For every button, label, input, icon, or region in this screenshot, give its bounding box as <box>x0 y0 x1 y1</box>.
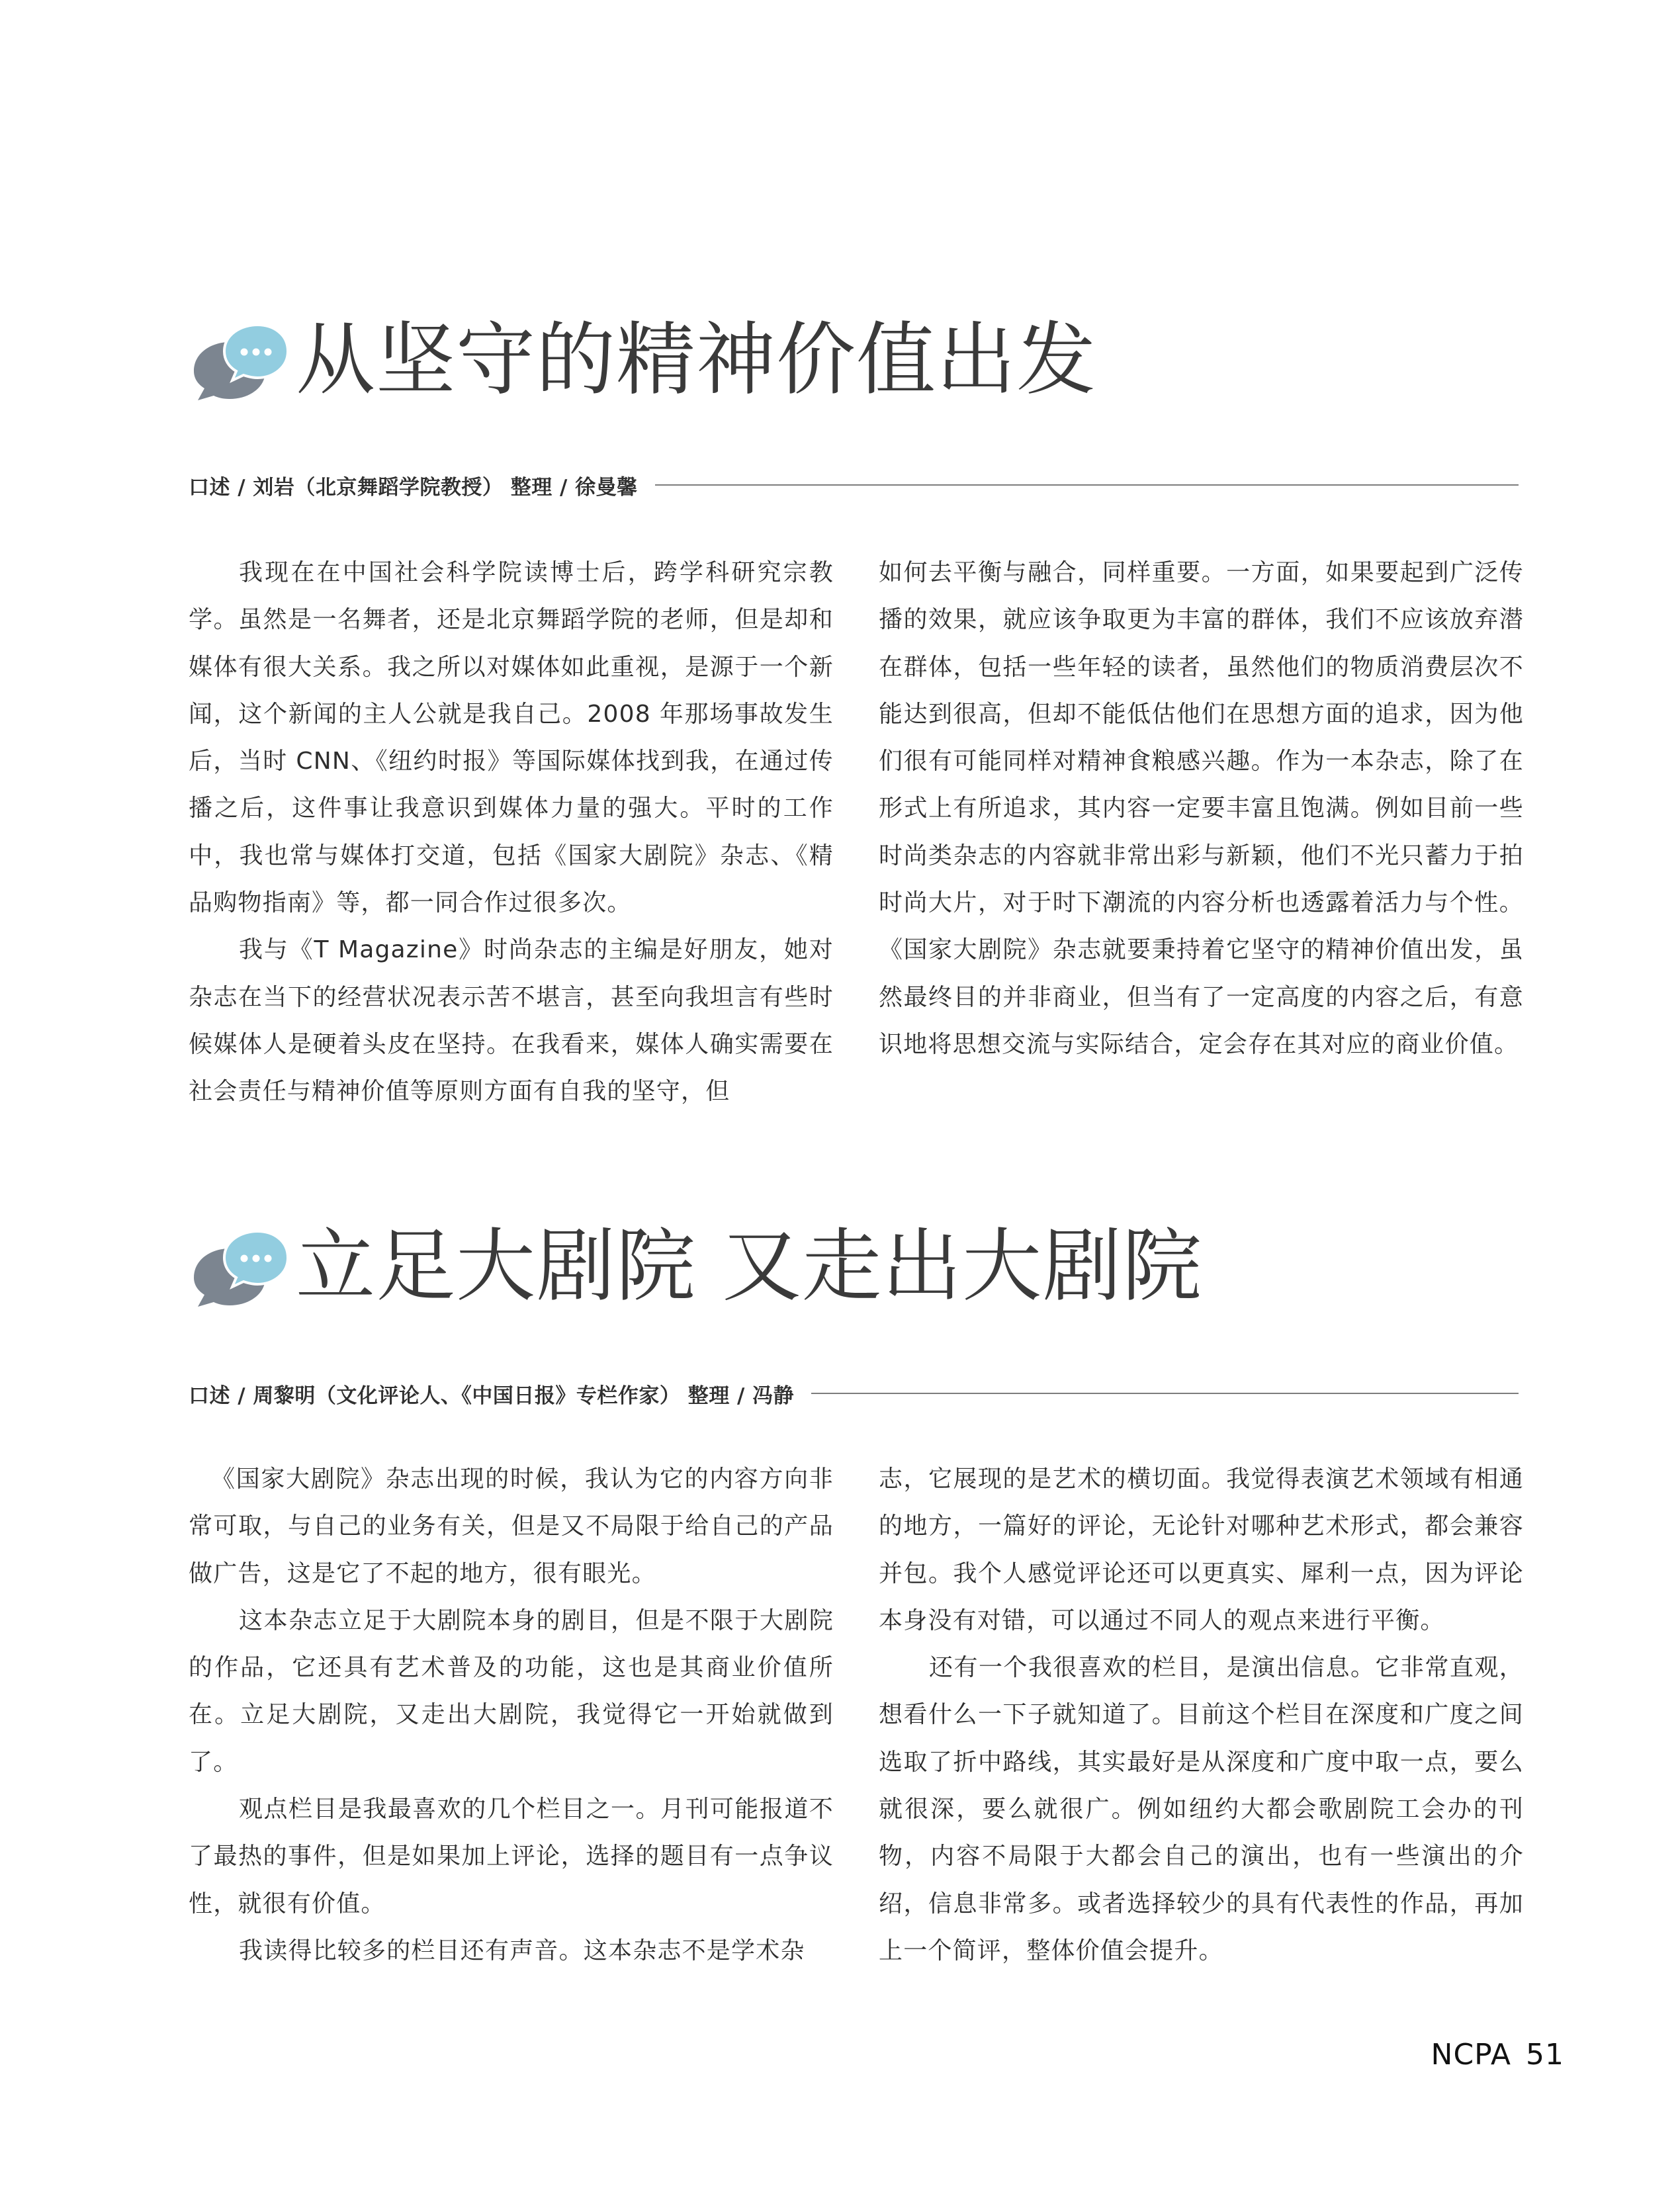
article-1-title: 从坚守的精神价值出发 <box>296 314 1096 406</box>
paragraph: 《国家大剧院》杂志出现的时候，我认为它的内容方向非常可取，与自己的业务有关，但是又不局限于给自己的产品做广告，这是它了不起的地方，很有眼光。 <box>189 1466 834 1587</box>
article-2-title: 立足大剧院 又走出大剧院 <box>296 1221 1203 1313</box>
article-1-right-column <box>879 549 1524 1068</box>
speech-bubbles-icon <box>189 1226 289 1309</box>
page-number: 51 <box>1526 2038 1564 2072</box>
paragraph: 我与《T Magazine》时尚杂志的主编是好朋友，她对杂志在当下的经营状况表示苦不堪言，甚至向我坦言有些时候媒体人是硬着头皮在坚持。在我看来，媒体人确实需要在社会责任与精神价值等原则方面有自我的坚守，但 <box>189 936 834 1106</box>
paragraph: 还有一个我很喜欢的栏目，是演出信息。它非常直观，想看什么一下子就知道了。目前这个栏目在深度和广度之间选取了折中路线，其实最好是从深度和广度中取一点，要么就很深，要么就很广。例如纽约大都会歌剧院工会办的刊物，内容不局限于大都会自己的演出，也有一些演出的介绍，信息非常多。或者选择较少的具有代表性的作品，再加上一个简评，整体价值会提升。 <box>879 1654 1524 1964</box>
article-2 <box>189 1217 1524 2011</box>
speech-bubbles-icon <box>189 320 289 402</box>
article-2-byline: 口述 / 周黎明（文化评论人、《中国日报》专栏作家） 整理 / 冯静 <box>189 1383 795 1408</box>
page-footer <box>1431 2038 1564 2072</box>
byline-divider <box>655 484 1519 486</box>
brand-label: NCPA <box>1431 2038 1511 2072</box>
byline-divider <box>811 1393 1519 1394</box>
article-1 <box>189 311 1524 1131</box>
article-1-byline: 口述 / 刘岩（北京舞蹈学院教授） 整理 / 徐曼馨 <box>189 475 638 500</box>
article-1-byline-row <box>189 470 1519 500</box>
article-2-title-row <box>189 1217 1202 1317</box>
paragraph: 我读得比较多的栏目还有声音。这本杂志不是学术杂 <box>239 1937 805 1964</box>
article-1-left-column <box>189 549 834 1116</box>
paragraph: 如何去平衡与融合，同样重要。一方面，如果要起到广泛传播的效果，就应该争取更为丰富的群体，我们不应该放弃潜在群体，包括一些年轻的读者，虽然他们的物质消费层次不能达到很高，但却不能低估他们在思想方面的追求，因为他们很有可能同样对精神食粮感兴趣。作为一本杂志，除了在形式上有所追求，其内容一定要丰富且饱满。例如目前一些时尚类杂志的内容就非常出彩与新颖，他们不光只蓄力于拍时尚大片，对于时下潮流的内容分析也透露着活力与个性。《国家大剧院》杂志就要秉持着它坚守的精神价值出发，虽然最终目的并非商业，但当有了一定高度的内容之后，有意识地将思想交流与实际结合，定会存在其对应的商业价值。 <box>879 559 1524 1058</box>
article-2-byline-row <box>189 1378 1519 1409</box>
paragraph: 这本杂志立足于大剧院本身的剧目，但是不限于大剧院的作品，它还具有艺术普及的功能，这也是其商业价值所在。立足大剧院，又走出大剧院，我觉得它一开始就做到了。 <box>189 1606 834 1776</box>
article-1-title-row <box>189 311 1096 410</box>
paragraph: 我现在在中国社会科学院读博士后，跨学科研究宗教学。虽然是一名舞者，还是北京舞蹈学院的老师，但是却和媒体有很大关系。我之所以对媒体如此重视，是源于一个新闻，这个新闻的主人公就是我自己。2008 年那场事故发生后，当时 CNN、《纽约时报》等国际媒体找到我，在通过传播之后，这件事让我意识到媒体力量的强大。平时的工作中，我也常与媒体打交道，包括《国家大剧院》杂志、《精品购物指南》等，都一同合作过很多次。 <box>189 559 834 917</box>
paragraph: 志，它展现的是艺术的横切面。我觉得表演艺术领域有相通的地方，一篇好的评论，无论针对哪种艺术形式，都会兼容并包。我个人感觉评论还可以更真实、犀利一点，因为评论本身没有对错，可以通过不同人的观点来进行平衡。 <box>879 1466 1524 1634</box>
article-2-right-column <box>879 1456 1524 1974</box>
article-2-left-column <box>189 1456 834 1974</box>
paragraph: 观点栏目是我最喜欢的几个栏目之一。月刊可能报道不了最热的事件，但是如果加上评论，选择的题目有一点争议性，就很有价值。 <box>189 1796 834 1917</box>
